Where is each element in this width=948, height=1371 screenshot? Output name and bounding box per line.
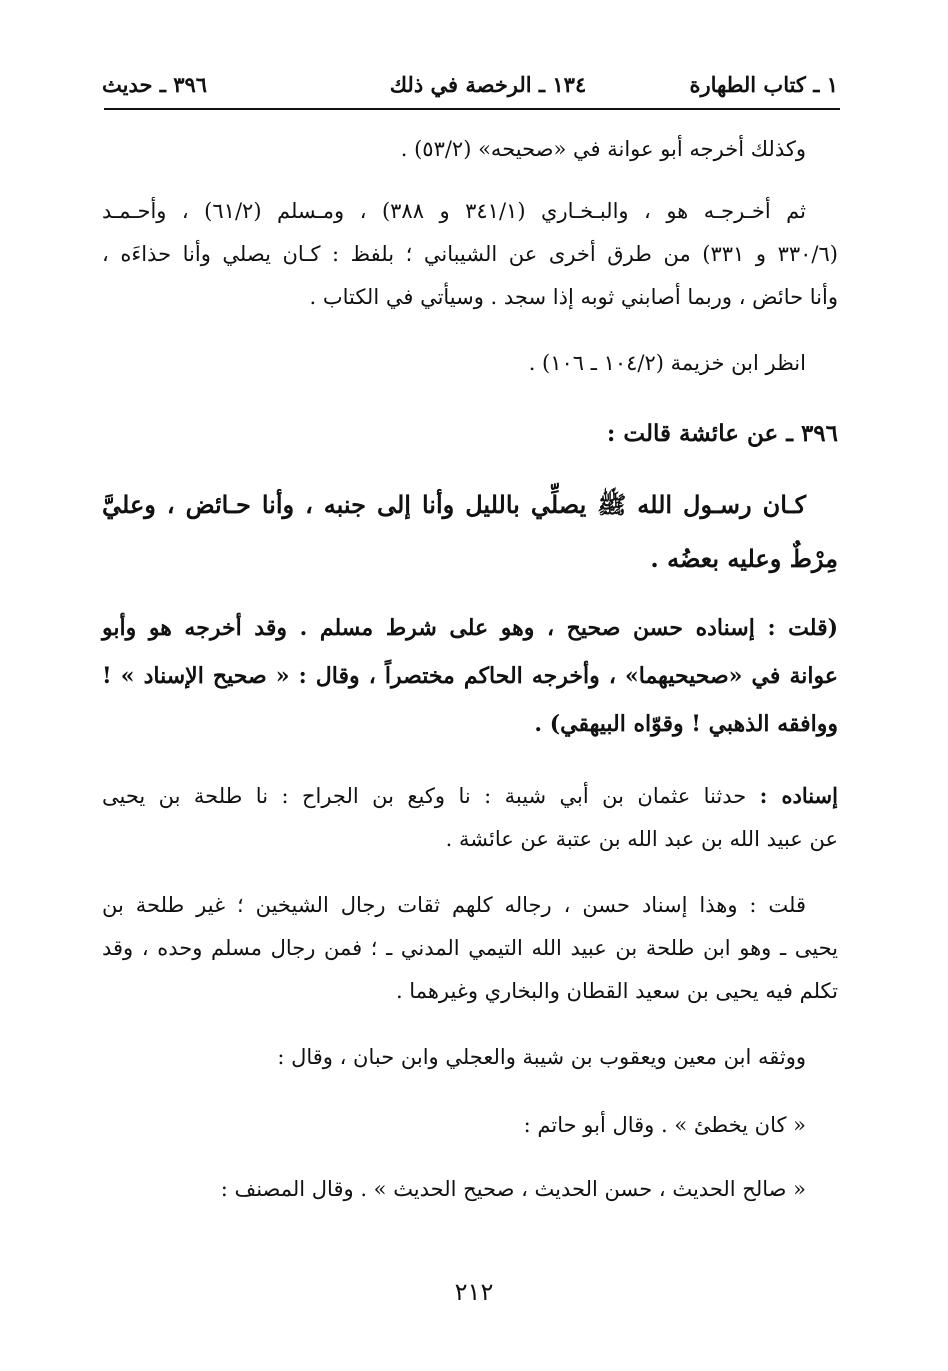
text-line: (قلت : إسناده حسن صحيح ، وهو على شرط مسلم . وقد أخرجه هو وأبو — [102, 615, 838, 641]
grading-paragraph — [102, 604, 838, 748]
text-line: قلت : وهذا إسناد حسن ، رجاله كلهم ثقات رجال الشيخين ؛ غير طلحة بن — [102, 893, 806, 917]
quote-line — [102, 1104, 838, 1147]
text-line: « كان يخطئ » . وقال أبو حاتم : — [523, 1113, 806, 1137]
text-line: عوانة في «صحيحيهما» ، وأخرجه الحاكم مختصراً ، وقال : « صحيح الإسناد » ! — [102, 663, 838, 689]
tawthiq-line — [102, 1036, 838, 1079]
isnad-label: إسناده : — [759, 783, 838, 808]
text-line: وأنا حائض ، وربما أصابني ثوبه إذا سجد . وسيأتي في الكتاب . — [309, 285, 838, 309]
running-header-book: ١ ـ كتاب الطهارة — [689, 72, 838, 97]
running-header-chapter: ١٣٤ ـ الرخصة في ذلك — [389, 72, 587, 97]
running-header-hadith: ٣٩٦ ـ حديث — [102, 72, 208, 97]
text-line: تكلم فيه يحيى بن سعيد القطان والبخاري وغيرهما . — [395, 979, 838, 1003]
text-line: ثم أخـرجـه هو ، والبـخـاري (٣٤١/١ و ٣٨٨) ، ومـسلم (٦١/٢) ، وأحـمـد — [102, 199, 806, 223]
isnad-text: حدثنا عثمان بن أبي شيبة : نا وكيع بن الجراح : نا طلحة بن يحيى — [102, 784, 747, 808]
quote-line — [102, 1168, 838, 1211]
text-line: (٣٣٠/٦ و ٣٣١) من طرق أخرى عن الشيباني ؛ بلفظ : كـان يصلي وأنا حذاءَه ، — [102, 242, 838, 266]
text-line — [102, 774, 838, 818]
isnad-paragraph — [102, 774, 838, 861]
text-line: عن عبيد الله بن عبد الله بن عتبة عن عائشة . — [445, 827, 838, 851]
page-number: ٢١٢ — [454, 1278, 494, 1306]
text-line: يحيى ـ وهو ابن طلحة بن عبيد الله التيمي المدني ـ ؛ فمن رجال مسلم وحده ، وقد — [102, 936, 838, 960]
paragraph-abu-awana — [102, 128, 838, 171]
text-line: كـان رسـول الله ﷺ يصلِّي بالليل وأنا إلى جنبه ، وأنا حـائض ، وعليَّ — [102, 490, 806, 519]
hadith-text — [102, 478, 838, 586]
note-paragraph — [102, 884, 838, 1013]
header-rule — [104, 108, 840, 110]
text-line: ووثقه ابن معين ويعقوب بن شيبة والعجلي وابن حبان ، وقال : — [277, 1045, 806, 1069]
text-line: « صالح الحديث ، حسن الحديث ، صحيح الحديث » . وقال المصنف : — [220, 1177, 806, 1201]
paragraph-takhrij — [102, 190, 838, 319]
text-line: ووافقه الذهبي ! وقوّاه البيهقي) . — [534, 711, 838, 737]
text-line: مِرْطٌ وعليه بعضُه . — [650, 544, 838, 573]
hadith-heading: ٣٩٦ ـ عن عائشة قالت : — [606, 420, 838, 447]
paragraph-ibn-khuzayma — [102, 342, 838, 385]
text-line: وكذلك أخرجه أبو عوانة في «صحيحه» (٥٣/٢) . — [400, 137, 806, 161]
text-line: انظر ابن خزيمة (١٠٤/٢ ـ ١٠٦) . — [528, 351, 806, 375]
